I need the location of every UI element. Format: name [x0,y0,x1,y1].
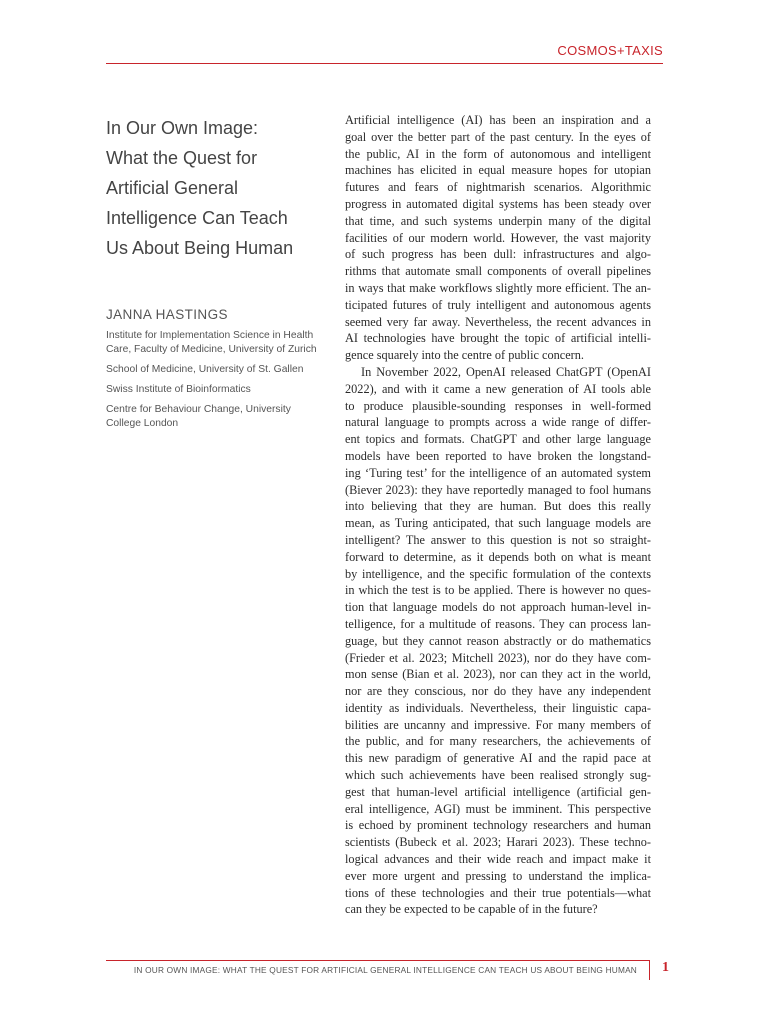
body-line: rithms that automate small components of overall pipelines [345,264,651,279]
body-line: ever more urgent and pressing to understand the implica- [345,868,651,883]
affiliation-line: School of Medicine, University of St. Gallen [106,364,304,375]
body-line: ent topics and formats. ChatGPT and other large language [345,432,651,447]
body-line: goal over the better part of the past century. In the eyes of [345,129,651,144]
body-line: by intelligence, and the specific formulation of the contexts [345,566,651,581]
body-line: models have been reported to have broken the longstand- [345,448,651,463]
body-line: intelligent? The answer to this question is not so straight- [345,532,651,547]
body-line: Artificial intelligence (AI) has been an inspiration and a [345,113,651,127]
body-line: AI technologies have brought the topic of artificial intelli- [345,331,651,346]
article-title [106,113,331,263]
affiliation-line: Care, Faculty of Medicine, University of Zurich [106,344,317,355]
body-line: gence squarely into the centre of public concern. [345,348,585,363]
author-name: JANNA HASTINGS [106,307,228,322]
body-line: tions of these technologies and their true potentials—what [345,885,651,900]
affiliations [106,329,332,437]
body-line: into believing that they are human. But does this really [345,499,651,514]
body-line: this new paradigm of generative AI and the rapid pace at [345,751,651,766]
body-line: forward to determine, as it depends both on what is meant [345,549,651,564]
body-line: mon sense (Bian et al. 2023), nor can they act in the world, [345,667,651,682]
body-line: scientists (Bubeck et al. 2023; Harari 2023). These techno- [345,835,651,850]
page-number: 1 [662,960,669,975]
journal-name: COSMOS+TAXIS [557,43,663,58]
affiliation [106,363,332,377]
footer-divider [649,960,650,980]
body-line: telligence, for a multitude of reasons. They can process lan- [345,616,651,631]
body-line: nor are they conscious, nor do they have any independent [345,684,651,699]
body-line: (Biever 2023): they have reportedly managed to fool humans [345,482,651,497]
body-line: natural language to prompts across a wide range of differ- [345,415,651,430]
body-line: can they be expected to be capable of in the future? [345,902,598,917]
body-line: facilities of our modern world. However, the vast majority [345,230,651,245]
affiliation-line: Swiss Institute of Bioinformatics [106,384,251,395]
header-rule [106,63,663,64]
body-line: 2022), and with it came a new generation of AI tools able [345,381,651,396]
body-line: (Frieder et al. 2023; Mitchell 2023), nor do they have com- [345,650,651,665]
title-line: Us About Being Human [106,238,294,258]
body-line: logical advances and their wide reach and impact make it [345,852,651,867]
body-line: progress in automated digital systems has been steady over [345,196,651,211]
article-body [345,112,651,918]
body-line: identity as individuals. Nevertheless, their linguistic capa- [345,700,651,715]
body-line: of such progress has been dull: infrastructures and algo- [345,247,651,262]
body-line: gest that human-level artificial intelligence (artificial gen- [345,784,651,799]
body-line: eral intelligence, AGI) must be imminent. This perspective [345,801,651,816]
body-line: is echoed by prominent technology researchers and human [345,818,651,833]
affiliation-line: Centre for Behaviour Change, University [106,404,291,415]
body-line: that time, and such systems underpin many of the digital [345,213,651,228]
body-line: machines has elicited in equal measure hopes for utopian [345,163,651,178]
body-line: the public, AI in the form of autonomous and intelligent [345,146,651,161]
body-line: tion that language models do not approach human-level in- [345,600,651,615]
running-head: IN OUR OWN IMAGE: WHAT THE QUEST FOR ARTIFICIAL GENERAL INTELLIGENCE CAN TEACH US ABOUT BEING HUMAN [133,965,637,975]
body-line: the public, and for many researchers, the achievements of [345,734,651,749]
body-line: in ways that make workflows slightly more efficient. The an- [345,280,651,295]
affiliation [106,383,332,397]
body-line: which such achievements have been realised strongly sug- [345,768,651,783]
affiliation [106,403,332,431]
affiliation-line: College London [106,418,179,429]
body-line: bilities are uncanny and impressive. For many members of [345,717,651,732]
body-line: In November 2022, OpenAI released ChatGPT (OpenAI [361,364,651,379]
body-line: in which the test is to be applied. There is however no ques- [345,583,651,598]
footer-rule [106,960,649,961]
title-line: What the Quest for [106,148,258,168]
body-line: guage, but they cannot reason abstractly or do mathematics [345,633,651,648]
body-line: to produce plausible-sounding responses in well-formed [345,398,651,413]
body-line: futures and fears of nightmarish scenarios. Algorithmic [345,180,651,195]
title-line: In Our Own Image: [106,118,259,138]
body-line: mean, as Turing anticipated, that such language models are [345,516,651,531]
affiliation-line: Institute for Implementation Science in Health [106,330,314,341]
body-line: seemed very far away. Nevertheless, the recent advances in [345,314,651,329]
body-line: ticipated futures of truly intelligent and autonomous agents [345,297,651,312]
title-line: Artificial General [106,178,239,198]
affiliation [106,329,332,357]
body-line: ing ‘Turing test’ for the intelligence of an automated system [345,465,651,480]
title-line: Intelligence Can Teach [106,208,288,228]
